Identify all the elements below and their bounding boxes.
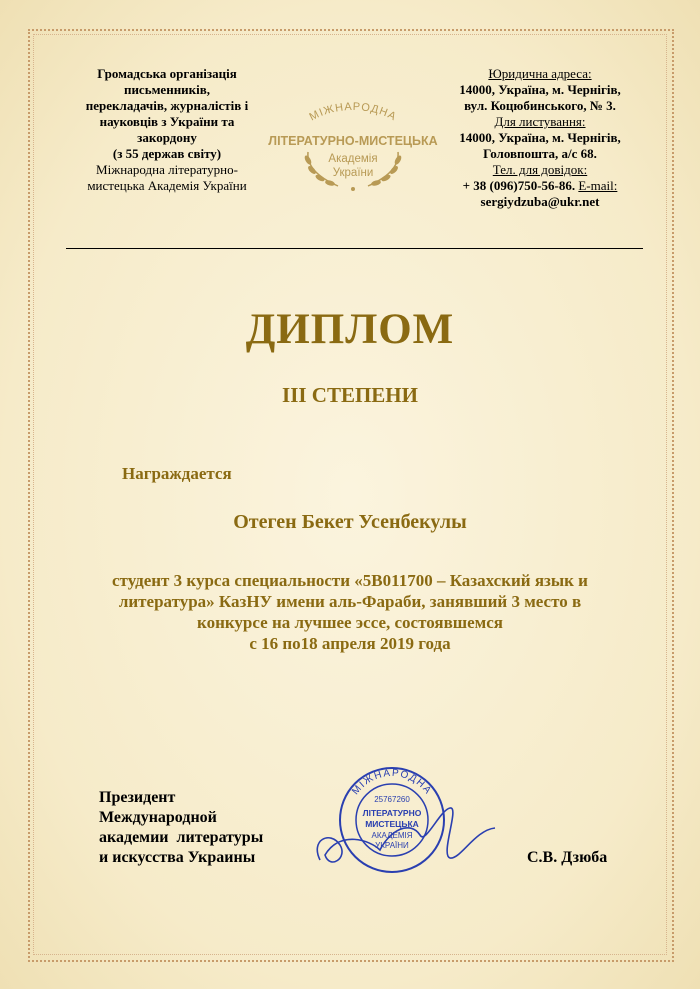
legal-address-label: Юридична адреса: [488, 66, 592, 81]
signer-title-line: Президент [99, 789, 176, 806]
logo-top-text: МІЖНАРОДНА [307, 100, 399, 124]
stamp-line2: МИСТЕЦЬКА [365, 819, 419, 829]
organization-subtitle [62, 162, 272, 194]
organization-line: письменників, [123, 82, 211, 97]
logo-bottom-line1: Академія [328, 153, 378, 165]
academy-logo [268, 82, 438, 202]
awarded-label: Награждается [122, 464, 232, 483]
diploma-degree: III СТЕПЕНИ [282, 383, 418, 407]
description-line: литература» КазНУ имени аль-Фараби, занявший 3 место в [118, 592, 582, 611]
official-stamp [300, 760, 500, 880]
email-address[interactable]: sergiydzuba@ukr.net [480, 194, 600, 209]
award-description [80, 570, 620, 654]
logo-middle-text: ЛІТЕРАТУРНО-МИСТЕЦЬКА [268, 134, 438, 148]
stamp-code: 25767260 [374, 795, 410, 804]
description-line: конкурсе на лучшее эссе, состоявшемся [197, 613, 503, 632]
stamp-line3: АКАДЕМІЯ [371, 831, 413, 840]
signer-title-line: и искусства Украины [99, 849, 256, 866]
organization-line: мистецька Академія України [87, 178, 247, 193]
organization-block [62, 66, 272, 194]
organization-line: перекладачів, журналістів і [85, 98, 249, 113]
organization-line: закордону [137, 130, 197, 145]
svg-text:МІЖНАРОДНА [308, 101, 399, 124]
phone-number: + 38 (096)750-56-86. [462, 178, 576, 193]
recipient-name: Отеген Бекет Усенбекулы [233, 511, 467, 533]
contacts-block [430, 66, 650, 210]
signer-title-line: академии литературы [99, 829, 264, 846]
legal-address-line2: вул. Коцюбинського, № 3. [464, 98, 616, 113]
stamp-line4: УКРАЇНИ [375, 841, 409, 850]
diploma-title: ДИПЛОМ [245, 306, 455, 353]
signer-title-line: Международной [99, 809, 217, 826]
organization-line: (з 55 держав світу) [112, 146, 222, 161]
email-label: E-mail: [578, 178, 618, 193]
phone-label: Тел. для довідок: [492, 162, 588, 177]
organization-name [62, 66, 272, 162]
mail-address-line1: 14000, Україна, м. Чернігів, [459, 130, 621, 145]
header-divider [66, 248, 643, 249]
logo-bottom-line2: України [332, 167, 374, 179]
mail-address-label: Для листування: [494, 114, 586, 129]
mail-address-line2: Головпошта, а/с 68. [483, 146, 597, 161]
organization-line: Міжнародна літературно- [96, 162, 238, 177]
stamp-ring-text: МІЖНАРОДНА [350, 767, 434, 798]
organization-line: Громадська організація [97, 66, 237, 81]
description-line: студент 3 курса специальности «5В011700 – Казахский язык и [112, 571, 588, 590]
signer-name: С.В. Дзюба [527, 849, 608, 866]
organization-line: науковців з України та [99, 114, 235, 129]
description-line: с 16 по18 апреля 2019 года [249, 634, 451, 653]
svg-text:МІЖНАРОДНА [350, 768, 434, 797]
stamp-line1: ЛІТЕРАТУРНО [362, 808, 422, 818]
legal-address-line1: 14000, Україна, м. Чернігів, [459, 82, 621, 97]
